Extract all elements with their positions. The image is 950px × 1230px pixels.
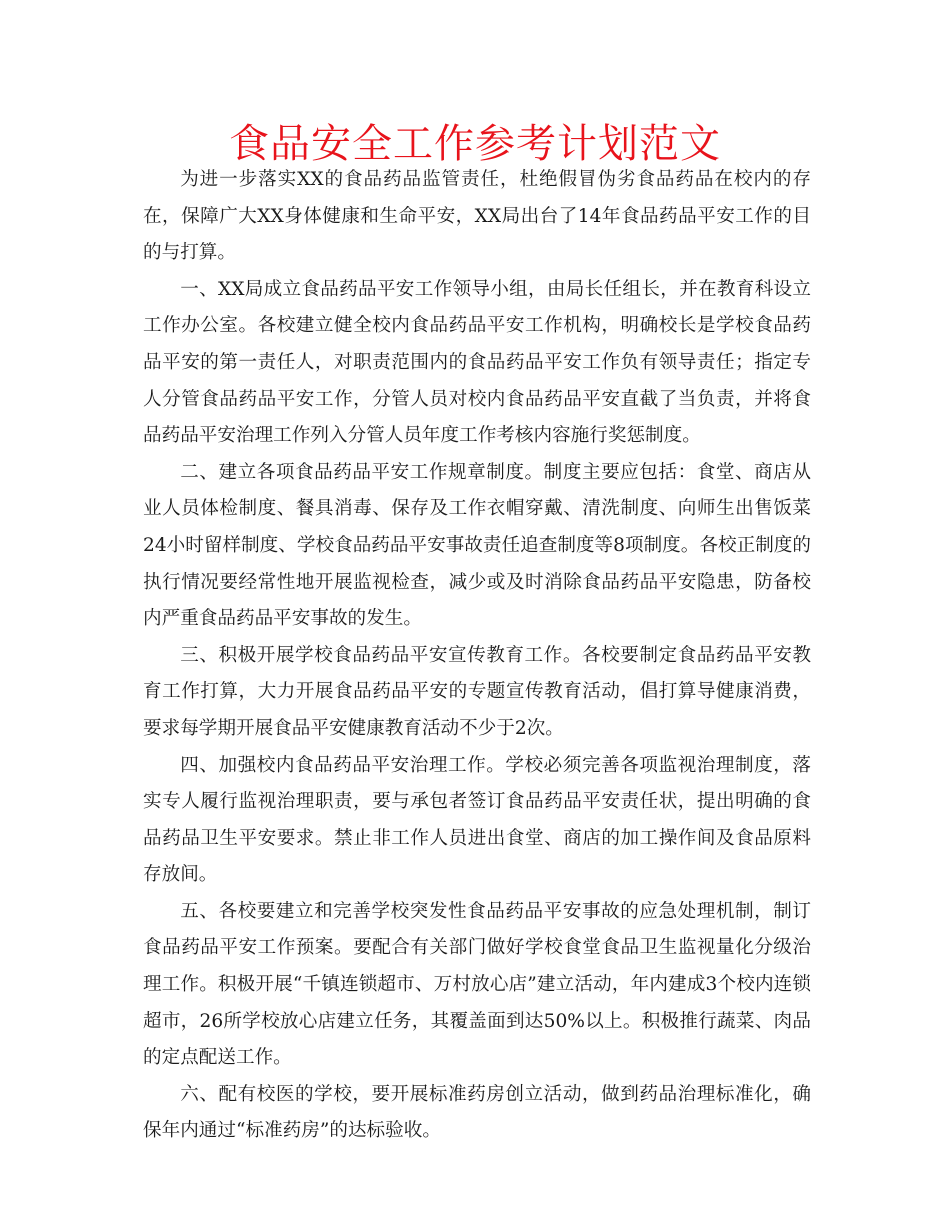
document-body (143, 162, 811, 1150)
paragraph-section-4: 四、加强校内食品药品平安治理工作。学校必须完善各项监视治理制度，落实专人履行监视治理职责，要与承包者签订食品药品平安责任状，提出明确的食品药品卫生平安要求。禁止非工作人员进出食堂、商店的加工操作间及食品原料存放间。 (143, 754, 811, 886)
paragraph-section-5: 五、各校要建立和完善学校突发性食品药品平安事故的应急处理机制，制订食品药品平安工作预案。要配合有关部门做好学校食堂食品卫生监视量化分级治理工作。积极开展“千镇连锁超市、万村放心店”建立活动，年内建成3个校内连锁超市，26所学校放心店建立任务，其覆盖面到达50%以上。积极推行蔬菜、肉品的定点配送工作。 (143, 900, 811, 1069)
paragraph-intro: 为进一步落实XX的食品药品监管责任，杜绝假冒伪劣食品药品在校内的存在，保障广大XX身体健康和生命平安，XX局出台了14年食品药品平安工作的目的与打算。 (143, 169, 811, 264)
paragraph-section-3: 三、积极开展学校食品药品平安宣传教育工作。各校要制定食品药品平安教育工作打算，大力开展食品药品平安的专题宣传教育活动，倡打算导健康消费，要求每学期开展食品平安健康教育活动不少于2次。 (143, 644, 811, 739)
paragraph-section-6: 六、配有校医的学校，要开展标准药房创立活动，做到药品治理标准化，确保年内通过“标准药房”的达标验收。 (143, 1083, 811, 1142)
document-title: 食品安全工作参考计划范文 (229, 121, 721, 167)
paragraph-section-2: 二、建立各项食品药品平安工作规章制度。制度主要应包括：食堂、商店从业人员体检制度、餐具消毒、保存及工作衣帽穿戴、清洗制度、向师生出售饭菜24小时留样制度、学校食品药品平安事故责任追查制度等8项制度。各校正制度的执行情况要经常性地开展监视检查，减少或及时消除食品药品平安隐患，防备校内严重食品药品平安事故的发生。 (143, 461, 811, 630)
paragraph-section-1: 一、XX局成立食品药品平安工作领导小组，由局长任组长，并在教育科设立工作办公室。各校建立健全校内食品药品平安工作机构，明确校长是学校食品药品平安的第一责任人，对职责范围内的食品药品平安工作负有领导责任；指定专人分管食品药品平安工作，分管人员对校内食品药品平安直截了当负责，并将食品药品平安治理工作列入分管人员年度工作考核内容施行奖惩制度。 (143, 278, 811, 447)
